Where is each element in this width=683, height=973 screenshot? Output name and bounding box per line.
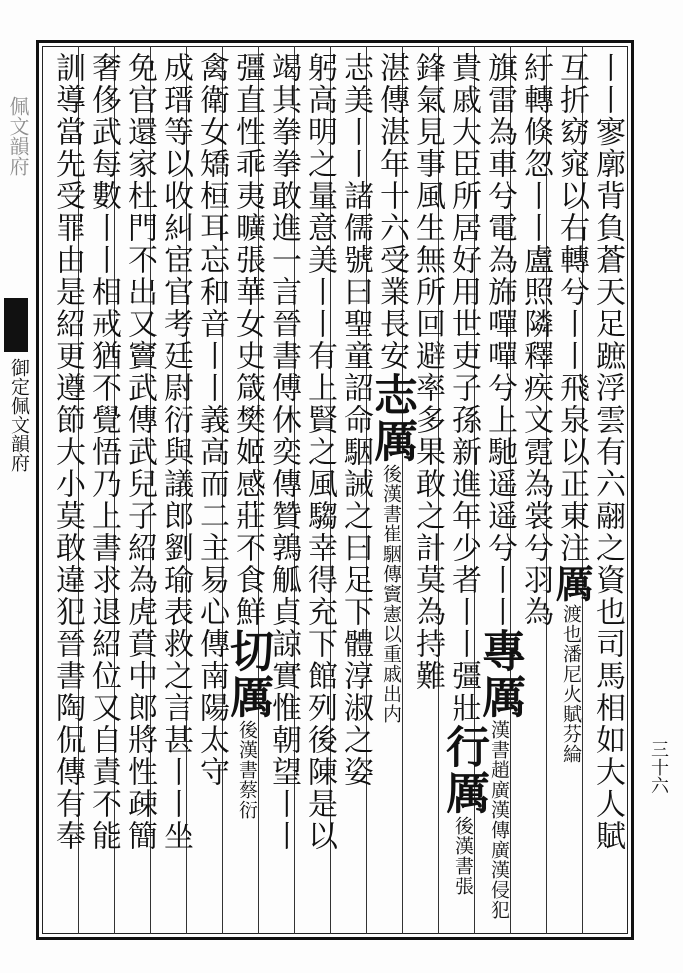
column-annotation: 渡也潘尼火賦芬綸	[560, 604, 582, 764]
column-text: 旗雷為車兮電為旆嘽嘽兮上馳遥遥兮丨丨	[482, 52, 517, 628]
text-column: 躬高明之量意美丨丨有上賢之風騶幸得充下館列後陳是以	[302, 52, 337, 852]
text-column: 鋒氣見事風生無所回避率多果敢之計莫為持難	[410, 52, 445, 692]
headword: 厲	[549, 564, 594, 604]
text-column: 竭其拳拳敢進一言晉書傅休奕傳贊鶉觚貞諒實惟朝望丨丨	[266, 52, 301, 852]
text-column: 丨丨寥廓背負蒼天足蹠浮雲有六翮之資也司馬相如大人賦	[590, 52, 625, 852]
text-column: 訓導當先受罪由是紹更遵節大小莫敢違犯晉書陶侃傳有奉	[50, 52, 85, 852]
column-annotation: 後漢書崔駰傳竇憲以重戚出内	[380, 464, 402, 724]
fish-tail-mark	[4, 298, 28, 352]
text-column: 志美丨丨諸儒號曰聖童詔命駰誡之曰足下體淳淑之姿	[338, 52, 373, 788]
gutter-title: 佩文韻府	[6, 96, 30, 176]
book-title-label: 御定佩文韻府	[8, 358, 30, 472]
text-column	[438, 52, 489, 932]
text-column	[222, 52, 273, 932]
page-number: 三十六	[648, 740, 669, 794]
headword: 行厲	[438, 724, 489, 816]
page-gutter	[0, 40, 36, 940]
text-column: 紆轉倏忽丨丨盧照隣釋疾文霓為裳兮羽為	[518, 52, 553, 628]
text-column: 奢侈武每數丨丨相戒猶不覺悟乃上書求退紹位又自責不能	[86, 52, 121, 852]
column-text: 湛傳湛年十六受業長安	[374, 52, 409, 372]
text-column: 禽衛女矯桓耳忘和音丨丨義高而二主易心傳南陽太守	[194, 52, 229, 788]
text-column: 免官還家杜門不出又竇武傳武兒子紹為虎賁中郎將性疎簡	[122, 52, 157, 852]
column-text: 彊直性乖夷曠張華女史箴樊姬感莊不食鮮	[230, 52, 265, 628]
text-column: 成瑨等以收糾宦官考廷尉衍與議郎劉瑜表救之言甚丨丨坐	[158, 52, 193, 852]
text-column	[366, 52, 417, 932]
column-text: 貴戚大臣所居好用世吏子孫新進年少者丨丨彊壯	[446, 52, 481, 724]
column-annotation: 漢書趙廣漢傳廣漢侵犯	[488, 720, 510, 920]
headword: 志厲	[366, 372, 417, 464]
column-annotation: 後漢書蔡衍	[236, 720, 258, 820]
text-column	[549, 52, 594, 932]
headword: 切厲	[222, 628, 273, 720]
headword: 專厲	[474, 628, 525, 720]
column-annotation: 後漢書張	[452, 816, 474, 896]
column-text: 互折窈窕以右轉兮丨丨飛泉以正東注	[554, 52, 589, 564]
